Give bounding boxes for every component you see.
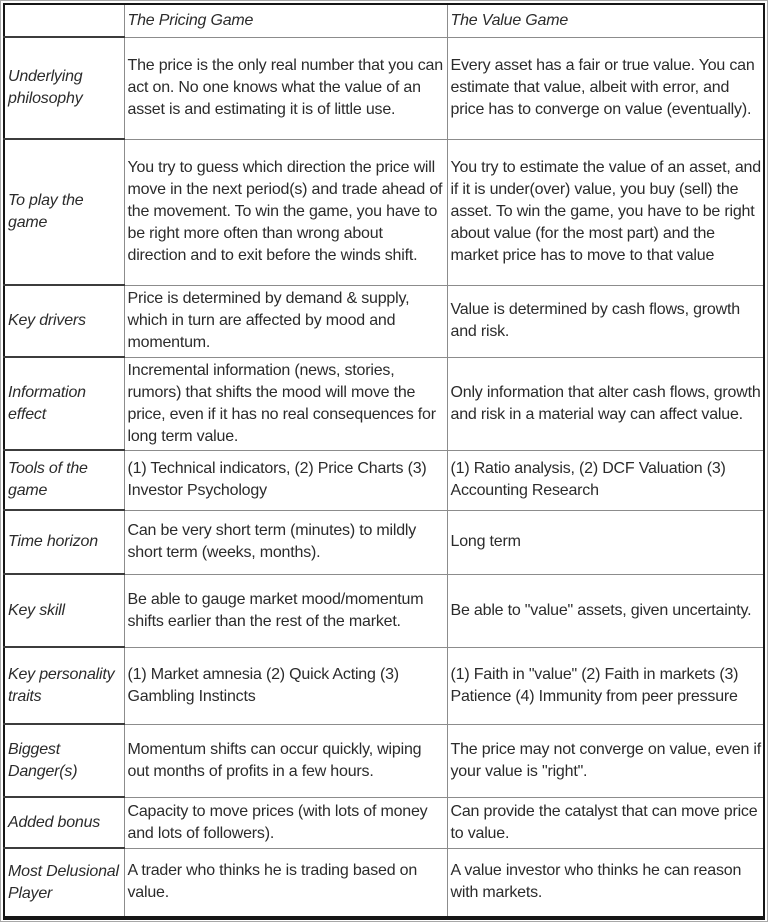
row-label: Key skill [4, 574, 124, 647]
table-row-underlying-philosophy [4, 37, 764, 139]
pricing-cell: You try to guess which direction the price will move in the next period(s) and trade ahead of the movement. To win the game, you have to be right more often than wrong about direction and to exit before the winds shift. [124, 139, 447, 285]
row-label: Tools of the game [4, 450, 124, 510]
pricing-vs-value-table [3, 3, 765, 920]
table-row-key-drivers [4, 285, 764, 357]
value-cell: Be able to "value" assets, given uncertainty. [447, 574, 764, 647]
table-row-time-horizon [4, 510, 764, 574]
table-row-information-effect [4, 357, 764, 450]
header-empty-cell [4, 4, 124, 37]
value-cell: The price may not converge on value, even if your value is "right". [447, 724, 764, 797]
pricing-cell: Momentum shifts can occur quickly, wiping out months of profits in a few hours. [124, 724, 447, 797]
row-label: Time horizon [4, 510, 124, 574]
row-label: Key personality traits [4, 647, 124, 724]
row-label: Added bonus [4, 797, 124, 848]
value-cell: (1) Faith in "value" (2) Faith in markets (3) Patience (4) Immunity from peer pressure [447, 647, 764, 724]
value-cell: You try to estimate the value of an asset, and if it is under(over) value, you buy (sell) the asset. To win the game, you have to be right about value (for the most part) and the market price has to move to that value [447, 139, 764, 285]
pricing-cell: (1) Market amnesia (2) Quick Acting (3) Gambling Instincts [124, 647, 447, 724]
value-cell: Only information that alter cash flows, growth and risk in a material way can affect value. [447, 357, 764, 450]
table-row-most-delusional-player [4, 848, 764, 918]
pricing-cell: Can be very short term (minutes) to mildly short term (weeks, months). [124, 510, 447, 574]
value-cell: Can provide the catalyst that can move price to value. [447, 797, 764, 848]
value-cell: Long term [447, 510, 764, 574]
table-row-key-personality-traits [4, 647, 764, 724]
value-cell: (1) Ratio analysis, (2) DCF Valuation (3) Accounting Research [447, 450, 764, 510]
pricing-cell: Capacity to move prices (with lots of money and lots of followers). [124, 797, 447, 848]
header-row [4, 4, 764, 37]
row-label: To play the game [4, 139, 124, 285]
value-cell: A value investor who thinks he can reason with markets. [447, 848, 764, 918]
header-pricing-game: The Pricing Game [124, 4, 447, 37]
row-label: Underlying philosophy [4, 37, 124, 139]
value-cell: Every asset has a fair or true value. You can estimate that value, albeit with error, and price has to converge on value (eventually). [447, 37, 764, 139]
table-row-key-skill [4, 574, 764, 647]
table-row-to-play-the-game [4, 139, 764, 285]
row-label: Biggest Danger(s) [4, 724, 124, 797]
pricing-cell: (1) Technical indicators, (2) Price Charts (3) Investor Psychology [124, 450, 447, 510]
header-value-game: The Value Game [447, 4, 764, 37]
pricing-cell: The price is the only real number that you can act on. No one knows what the value of an asset is and estimating it is of little use. [124, 37, 447, 139]
table-row-biggest-dangers [4, 724, 764, 797]
value-cell: Value is determined by cash flows, growth and risk. [447, 285, 764, 357]
row-label: Key drivers [4, 285, 124, 357]
pricing-cell: Be able to gauge market mood/momentum shifts earlier than the rest of the market. [124, 574, 447, 647]
row-label: Most Delusional Player [4, 848, 124, 918]
pricing-cell: Incremental information (news, stories, rumors) that shifts the mood will move the price, even if it has no real consequences for long term value. [124, 357, 447, 450]
pricing-cell: Price is determined by demand & supply, which in turn are affected by mood and momentum. [124, 285, 447, 357]
table-row-added-bonus [4, 797, 764, 848]
pricing-cell: A trader who thinks he is trading based on value. [124, 848, 447, 918]
row-label: Information effect [4, 357, 124, 450]
table-row-tools-of-the-game [4, 450, 764, 510]
